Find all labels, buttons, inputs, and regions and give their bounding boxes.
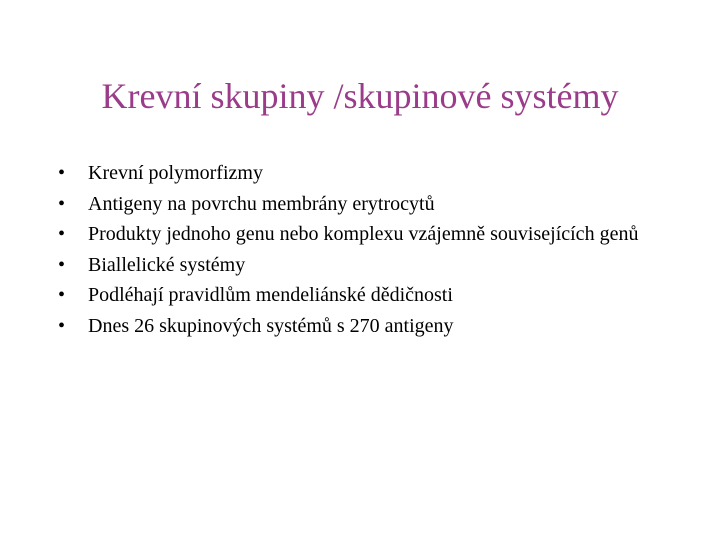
bullet-marker: • [58, 192, 66, 215]
bullet-marker: • [58, 314, 66, 337]
bullet-text: Podléhají pravidlům mendeliánské dědičnosti [88, 284, 453, 306]
bullet-marker: • [58, 223, 66, 245]
slide-title: Krevní skupiny /skupinové systémy [101, 76, 619, 116]
bullet-text: Antigeny na povrchu membrány erytrocytů [88, 192, 435, 215]
bullet-marker: • [58, 284, 66, 306]
bullet-item [58, 189, 678, 220]
bullet-marker: • [58, 162, 66, 184]
bullet-item [58, 280, 678, 311]
bullet-text: Produkty jednoho genu nebo komplexu vzájemně souvisejících genů [88, 223, 639, 245]
bullet-text: Krevní polymorfizmy [88, 162, 263, 184]
bullet-list [58, 158, 678, 341]
bullet-item [58, 219, 678, 250]
bullet-item [58, 250, 678, 281]
bullet-text: Dnes 26 skupinových systémů s 270 antigeny [88, 314, 454, 337]
bullet-item [58, 311, 678, 342]
bullet-marker: • [58, 253, 66, 276]
bullet-item [58, 158, 678, 189]
bullet-text: Biallelické systémy [88, 253, 246, 276]
